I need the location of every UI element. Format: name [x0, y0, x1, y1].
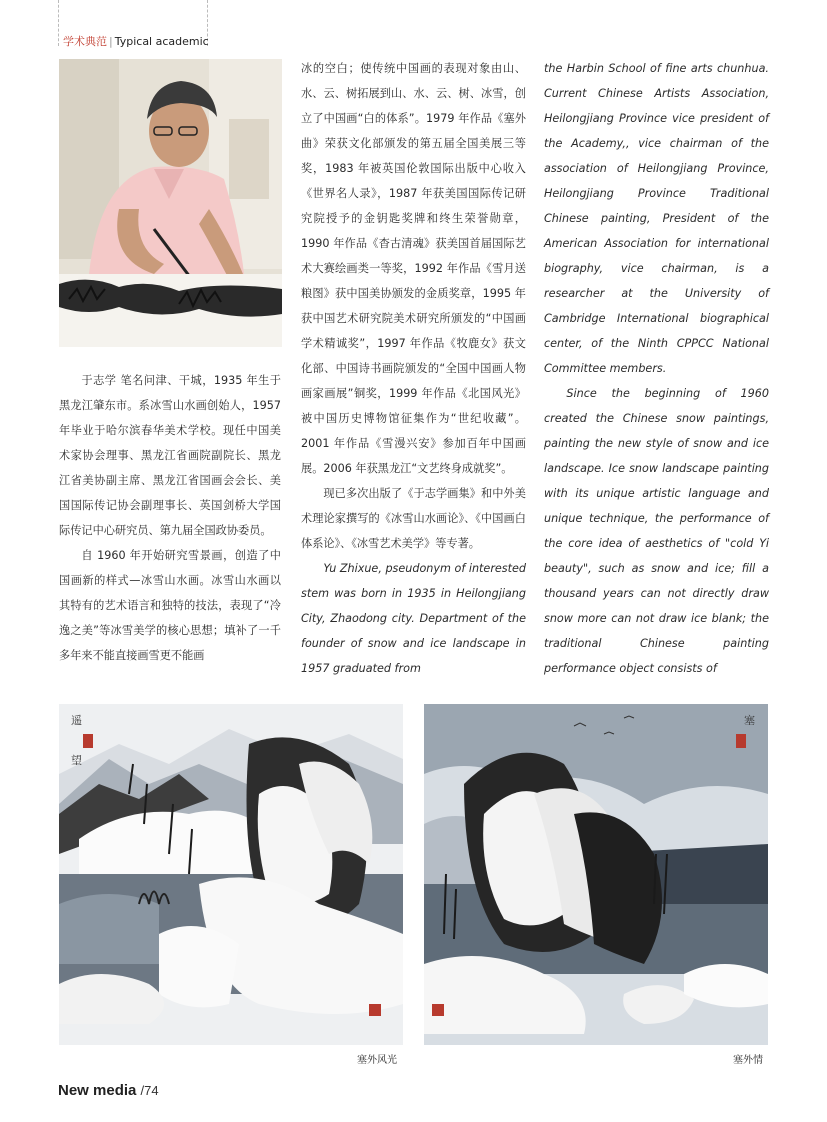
section-title-en: Typical academic — [114, 35, 209, 48]
svg-text:遥: 遥 — [71, 714, 82, 727]
bio-en-paragraph-3: Since the beginning of 1960 created the Chinese snow paintings, painting the new style of snow and ice landscape. Ice snow landscape painting with its unique artistic language and unique technique, the performance of the core idea of aesthetics of "cold Yi beauty", such as snow and ice; fill a thousand years can not directly draw snow more can not draw ice blank; the traditional Chinese painting performance object consists of — [544, 387, 769, 675]
painting-2-caption: 塞外情 — [733, 1055, 763, 1066]
painting-2-illustration — [424, 704, 768, 1045]
painting-saiwai-qing — [424, 704, 768, 1045]
artist-photo-illustration — [59, 59, 282, 347]
bio-en-paragraph-2: the Harbin School of fine arts chunhua. Current Chinese Artists Association, Heilongjiang Province vice president of the Academy,, vice chairman of the association of Heilongjiang Province, Heilongjiang Province Traditional Chinese painting, President of the American Association for international biography, vice chairman, is a researcher at the University of Cambridge International biographical center, of the Ninth CPPCC National Committee members. — [544, 62, 769, 375]
biography-column-3 — [544, 56, 769, 681]
bio-cn-paragraph-1: 于志学 笔名问津、干城，1935 年生于黑龙江肇东市。系冰雪山水画创始人，1957 年毕业于哈尔滨春华美术学校。现任中国美术家协会理事、黑龙江省画院副院长、黑龙江省美协副主席、黑龙江省国画会会长、美国国际传记协会副理事长、英国剑桥大学国际传记中心研究员、第九届全国政协委员。 — [59, 374, 281, 537]
page-number: /74 — [140, 1083, 159, 1098]
section-title-cn: 学术典范 — [63, 35, 107, 48]
svg-text:塞: 塞 — [744, 714, 755, 727]
footer-brand-new: New — [58, 1082, 89, 1099]
svg-text:望: 望 — [71, 754, 82, 767]
page-footer — [58, 1082, 159, 1099]
biography-column-2 — [301, 56, 526, 681]
header-separator: | — [109, 35, 113, 48]
bio-en-paragraph-1: Yu Zhixue, pseudonym of interested stem was born in 1935 in Heilongjiang City, Zhaodong city. Department of the founder of snow and ice landscape in 1957 graduated from — [301, 562, 526, 675]
biography-column-1 — [59, 368, 281, 668]
painting-1-caption: 塞外风光 — [357, 1055, 397, 1066]
painting-1-illustration — [59, 704, 403, 1045]
bio-cn-paragraph-4: 现已多次出版了《于志学画集》和中外美术理论家撰写的《冰雪山水画论》、《中国画白体系论》、《冰雪艺术美学》等专著。 — [301, 487, 526, 550]
section-header — [63, 33, 209, 49]
bio-cn-paragraph-2: 自 1960 年开始研究雪景画，创造了中国画新的样式—冰雪山水画。冰雪山水画以其特有的艺术语言和独特的技法，表现了“冷逸之美”等冰雪美学的核心思想；填补了一千多年来不能直接画雪更不能画 — [59, 549, 281, 662]
artist-photo — [59, 59, 282, 347]
painting-saiwai-fengguang — [59, 704, 403, 1045]
footer-brand-media: media — [93, 1082, 137, 1099]
bio-cn-paragraph-3: 冰的空白；使传统中国画的表现对象由山、水、云、树拓展到山、水、云、树、冰雪，创立了中国画“白的体系”。1979 年作品《塞外曲》荣获文化部颁发的第五届全国美展三等奖，1983 年被英国伦敦国际出版中心收入《世界名人录》，1987 年获美国国际传记研究院授予的金钥匙奖牌和终生荣誉勋章，1990 年作品《杳古清魂》获美国首届国际艺术大赛绘画类一等奖，1992 年作品《雪月送粮图》获中国美协颁发的金质奖章，1995 年获中国艺术研究院美术研究所颁发的“中国画学术精诚奖”，1997 年作品《牧鹿女》获文化部、中国诗书画院颁发的“全国中国画人物画家画展”铜奖，1999 年作品《北国风光》被中国历史博物馆征集作为“世纪收藏”。2001 年作品《雪漫兴安》参加百年中国画展。2006 年获黑龙江“文艺终身成就奖”。 — [301, 62, 526, 475]
